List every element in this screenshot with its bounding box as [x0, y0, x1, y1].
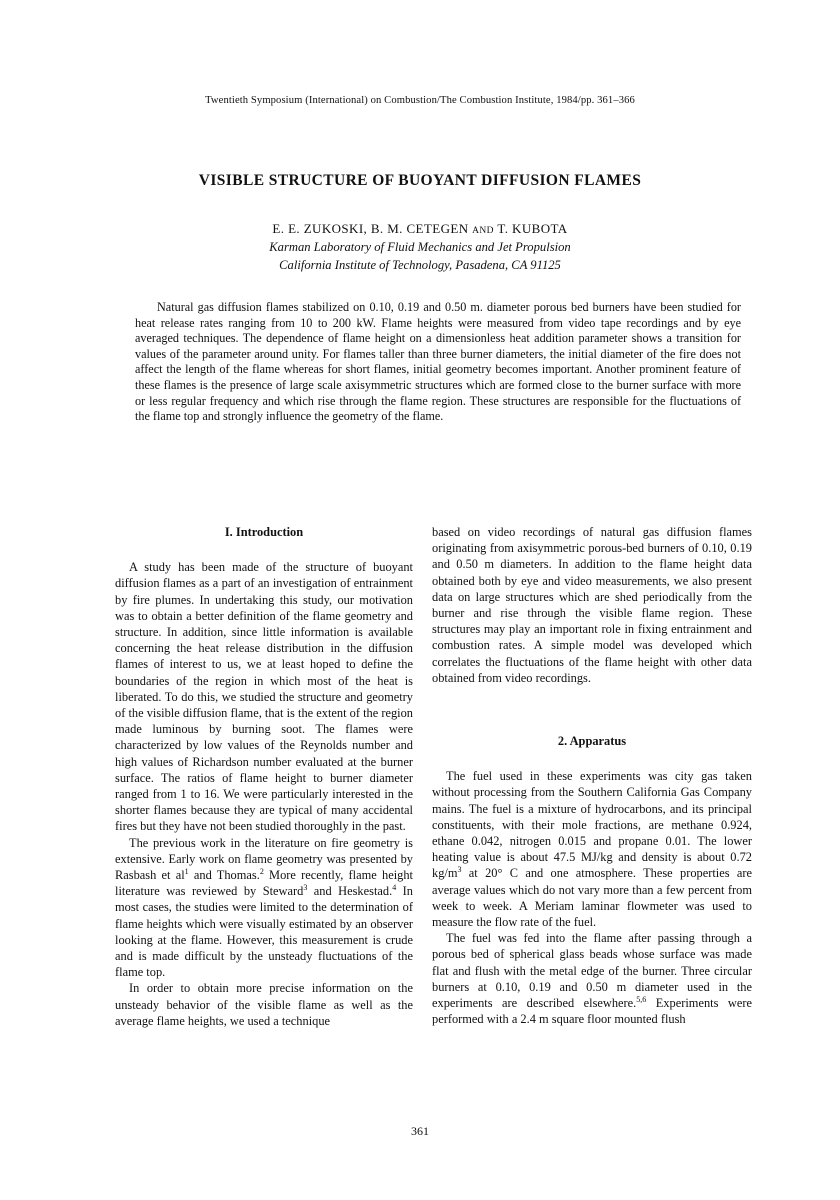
paper-title: VISIBLE STRUCTURE OF BUOYANT DIFFUSION FLAMES: [198, 172, 642, 189]
apparatus-paragraph-1: [432, 768, 752, 930]
affiliation-line-1: Karman Laboratory of Fluid Mechanics and Jet Propulsion: [269, 240, 571, 254]
citation-5-6: 5,6: [636, 994, 647, 1004]
intro-p2-text-b: and Thomas.: [188, 868, 260, 883]
citation-2: 2: [259, 866, 264, 876]
section-1-heading: I. Introduction: [224, 525, 304, 539]
intro-paragraph-3: In order to obtain more precise information on the unsteady behavior of the visible flame as well as the average flame heights, we used a technique: [115, 981, 413, 1028]
apparatus-paragraph-2: [432, 930, 752, 1027]
author-names-first: E. E. ZUKOSKI, B. M. CETEGEN: [272, 221, 473, 236]
citation-3: 3: [303, 883, 308, 893]
citation-4: 4: [392, 883, 397, 893]
affiliation-line-2: California Institute of Technology, Pasadena, CA 91125: [279, 258, 561, 272]
author-line: [0, 221, 840, 237]
page-number: 361: [411, 1124, 429, 1138]
author-conjunction: AND: [472, 226, 494, 236]
superscript-cubed: 3: [457, 865, 462, 875]
abstract: Natural gas diffusion flames stabilized on 0.10, 0.19 and 0.50 m. diameter porous bed burners have been studied for heat release rates ranging from 10 to 200 kW. Flame heights were measured from video tape recordings and by eye averaged techniques. The dependence of flame height on a dimensionless heat addition parameter shows a transition for values of the parameter around unity. For flames taller than three burner diameters, the initial diameter of the fire does not affect the length of the flame whereas for short flames, initial geometry becomes important. Another prominent feature of these flames is the presence of large scale axisymmetric structures which are formed close to the burner surface with more or less regular frequency and which rise through the flame region. These structures are responsible for the fluctuations of the flame top and strongly influence the geometry of the flame.: [135, 300, 741, 424]
intro-paragraph-2: [115, 835, 413, 981]
intro-p2-text-e: In most cases, the studies were limited to the determination of flame heights which were visually estimated by an observer looking at the flame. However, this measurement is crude and is made difficult by the unsteady fluctuations of the flame top.: [115, 884, 413, 980]
intro-p2-text-d: and Heskestad.: [307, 884, 393, 899]
intro-paragraph-3-continued: based on video recordings of natural gas diffusion flames originating from axisymmetric porous-bed burners of 0.10, 0.19 and 0.50 m diameters. In addition to the flame height data obtained both by eye and video measurements, we also present data on large structures which are shed periodically from the burner and rise through the visible flame region. These structures may play an important role in fixing entrainment and combustion rates. A simple model was developed which correlates the fluctuations of the flame height with other data obtained from video recordings.: [432, 525, 752, 685]
section-2-heading: 2. Apparatus: [557, 734, 627, 749]
author-names-last: T. KUBOTA: [493, 221, 568, 236]
intro-p2-text-c: More recently, flame height literature was reviewed by Steward: [115, 868, 413, 899]
intro-p2-text-a: The previous work in the literature on fire geometry is extensive. Early work on flame geometry was presented by Rasbash et al: [115, 835, 413, 883]
apparatus-p1-text-b: at 20° C and one atmosphere. These properties are average values which do not vary more than a few percent from week to week. A Meriam laminar flowmeter was used to measure the flow rate of the fuel.: [432, 866, 752, 930]
citation-1: 1: [184, 866, 189, 876]
apparatus-p2-text-b: Experiments were performed with a 2.4 m square floor mounted flush: [432, 996, 752, 1027]
apparatus-p2-text-a: The fuel was fed into the flame after passing through a porous bed of spherical glass beads whose surface was made flat and flush with the metal edge of the burner. Three circular burners at 0.10, 0.19 and 0.50 m diameter used in the experiments are described elsewhere.: [432, 931, 752, 1011]
apparatus-p1-text-a: The fuel used in these experiments was city gas taken without processing from the Southern California Gas Company mains. The fuel is a mixture of hydrocarbons, and its principal constituents, with their mole fractions, are methane 0.924, ethane 0.042, nitrogen 0.015 and propane 0.01. The lower heating value is about 47.5 MJ/kg and density is about 0.72 kg/m: [432, 769, 752, 881]
right-column: [432, 524, 752, 1027]
left-column: [115, 524, 413, 1029]
intro-paragraph-1: A study has been made of the structure of buoyant diffusion flames as a part of an investigation of entrainment by fire plumes. In undertaking this study, our motivation was to obtain a better definition of the flame geometry and structure. In addition, since little information is available concerning the heat release distribution in the diffusion flames of interest to us, we at least hoped to define the boundaries of the region in which most of the heat is liberated. To do this, we studied the structure and geometry of the visible diffusion flame, that is the extent of the region made luminous by burning soot. The flames were characterized by low values of the Reynolds number and high values of Richardson number evaluated at the burner surface. The ratios of flame height to burner diameter ranged from 1 to 16. We were particularly interested in the shorter flames because they are typical of many accidental fires but they have not been studied thoroughly in the past.: [115, 560, 413, 834]
running-header: Twentieth Symposium (International) on Combustion/The Combustion Institute, 1984/pp. 361–366: [205, 95, 635, 106]
